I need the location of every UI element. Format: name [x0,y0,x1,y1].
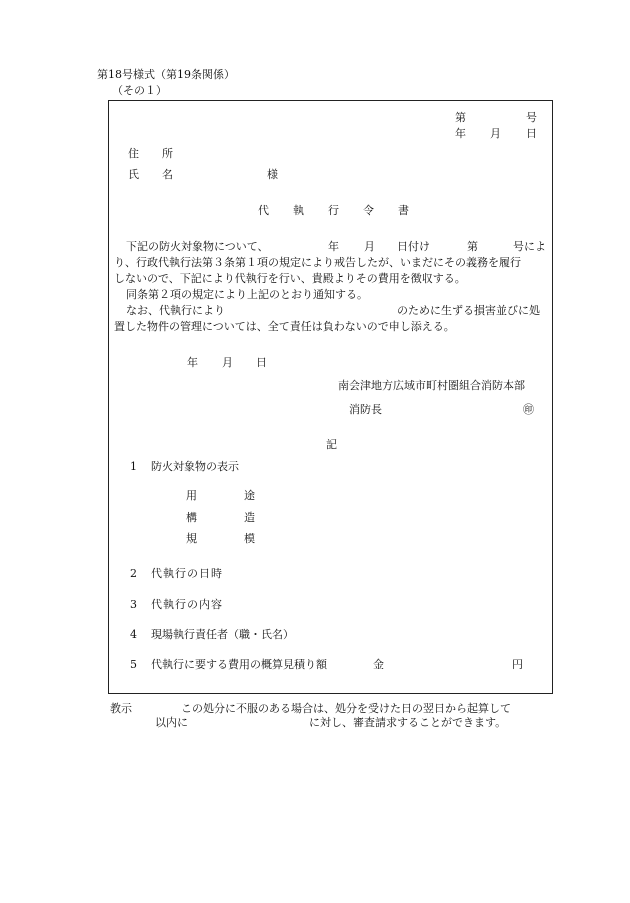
issue-date-nen: 年 [187,356,198,369]
notice-line-2-a: 以内に [155,716,188,729]
doc-no-go: 号 [526,111,537,124]
doc-date-nen: 年 [455,127,466,140]
item-1-number: 1 [130,460,137,473]
form-number: 第18号様式（第19条関係） [97,68,235,81]
issuer-organization: 南会津地方広域市町村圏組合消防本部 [338,379,525,392]
issue-date-tsuki: 月 [222,356,233,369]
youto-1: 用 [186,489,197,502]
kouzou-2: 造 [244,511,255,524]
body-l4: 同条第２項の規定により上記のとおり通知する。 [126,288,368,301]
body-l1-c: 月 [364,240,375,253]
notice-line-1: この処分に不服のある場合は、処分を受けた日の翌日から起算して [181,702,511,715]
address-label-1: 住 [128,147,139,160]
item-5-number: 5 [130,658,137,671]
en-label: 円 [512,658,523,671]
item-5-label: 代執行に要する費用の概算見積り額 [151,658,327,671]
youto-2: 途 [244,489,255,502]
form-part: （その１） [112,84,167,97]
item-2-number: 2 [130,567,137,580]
kin-label: 金 [373,658,384,671]
notice-line-2-b: に対し、審査請求することができます。 [309,716,507,729]
kibo-2: 模 [244,532,255,545]
body-l5-b: のために生ずる損害並びに処 [397,304,540,317]
item-3-label: 代執行の内容 [151,598,223,611]
doc-no-dai: 第 [455,111,466,124]
issue-date-hi: 日 [256,356,267,369]
title-char-3: 行 [328,204,339,217]
item-2-label: 代執行の日時 [151,567,223,580]
body-l6: 置した物件の管理については、全て責任は負わないので申し添える。 [114,320,455,333]
item-1-label: 防火対象物の表示 [151,460,239,473]
body-l3: しないので、下記により代執行を行い、貴殿よりその費用を徴収する。 [114,272,466,285]
item-4-label: 現場執行責任者（職・氏名） [151,628,294,641]
issuer-chief: 消防長 [349,403,382,416]
body-l5-a: なお、代執行により [126,304,225,317]
kibo-1: 規 [186,532,197,545]
doc-date-hi: 日 [526,127,537,140]
title-char-1: 代 [258,204,269,217]
name-label-2: 名 [162,168,173,181]
title-char-2: 執 [293,204,304,217]
item-4-number: 4 [130,628,137,641]
title-char-5: 書 [398,204,409,217]
address-label-2: 所 [162,147,173,160]
notice-label: 教示 [110,702,132,715]
kouzou-1: 構 [186,511,197,524]
sama-label: 様 [267,168,278,181]
item-3-number: 3 [130,598,137,611]
body-l2: り、行政代執行法第３条第１項の規定により戒告したが、いまだにその義務を履行 [114,256,521,269]
body-l1-d: 日付け [397,240,430,253]
body-l1-a: 下記の防火対象物について、 [126,240,269,253]
title-char-4: 令 [363,204,374,217]
doc-date-tsuki: 月 [490,127,501,140]
name-label-1: 氏 [128,168,139,181]
ki-label: 記 [326,438,337,451]
seal-mark: ㊞ [523,403,534,416]
body-l1-b: 年 [328,240,339,253]
body-l1-f: 号によ [513,240,546,253]
body-l1-e: 第 [467,240,478,253]
